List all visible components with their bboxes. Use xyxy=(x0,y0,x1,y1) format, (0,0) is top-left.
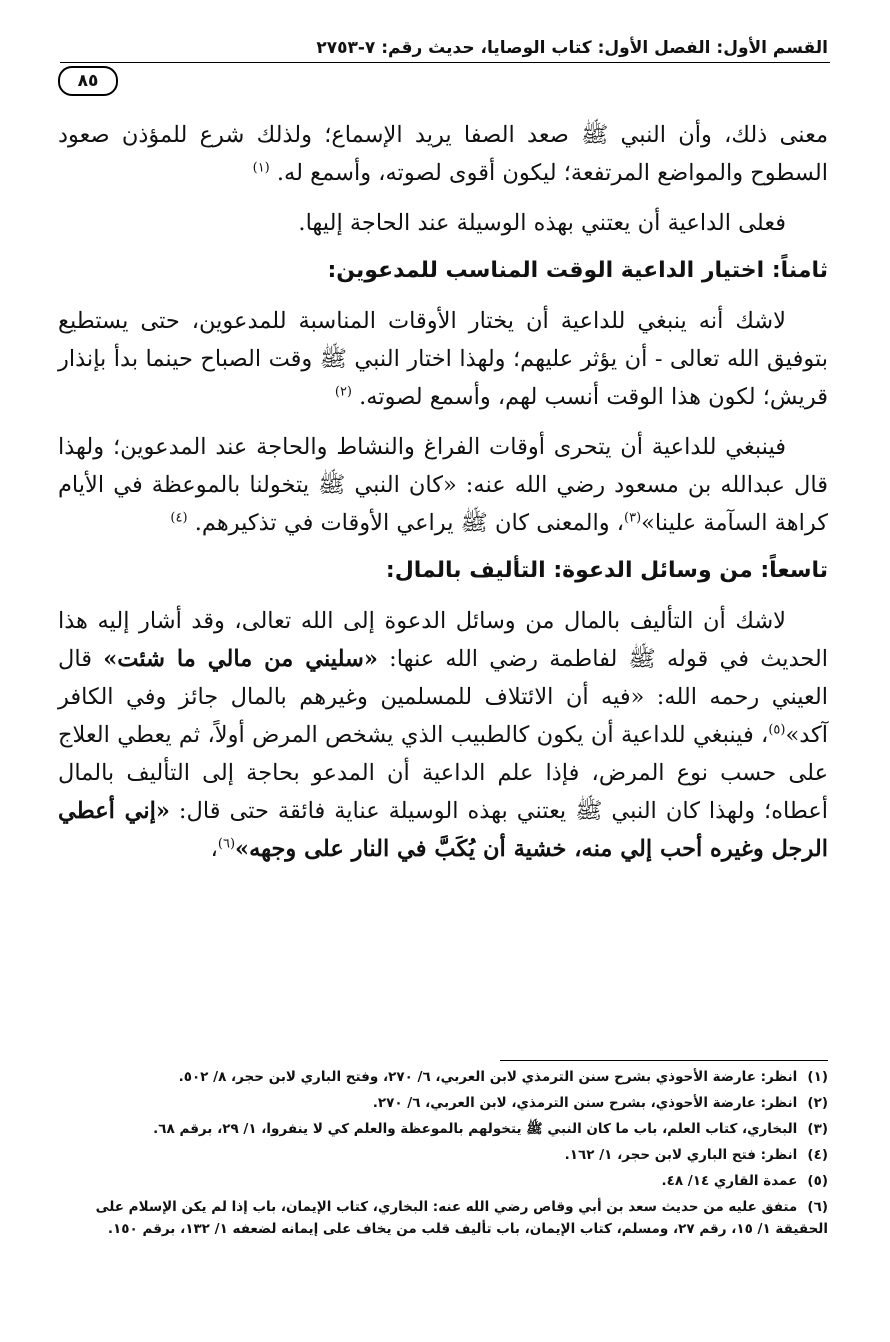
section-heading-ninth: تاسعاً: من وسائل الدعوة: التأليف بالمال: xyxy=(385,558,828,583)
footnote: (١) انظر: عارضة الأحوذي بشرح سنن الترمذي لابن العربي، ٦/ ٢٧٠، وفتح الباري لابن حجر، ٨/ ٥٠٢. xyxy=(178,1069,828,1085)
footnote-ref: (٤) xyxy=(170,510,188,526)
footnote: (٦) متفق عليه من حديث سعد بن أبي وقاص رضي الله عنه: البخاري، كتاب الإيمان، باب إذا لم يكن الإسلام على الحقيقة ١/ ١٥، رقم ٢٧، ومسلم، كتاب الإيمان، باب تأليف قلب من يخاف على إيمانه لضعفه ١/ ١٣٢، برقم ١٥٠. xyxy=(95,1199,828,1237)
footnote: (٥) عمدة القاري ١٤/ ٤٨. xyxy=(661,1173,828,1189)
paragraph-1: معنى ذلك، وأن النبي ﷺ صعد الصفا يريد الإسماع؛ ولذلك شرع للمؤذن صعود السطوح والمواضع المرتفعة؛ ليكون أقوى لصوته، وأسمع له. $^{(١)}$ xyxy=(58,122,828,186)
footnotes xyxy=(58,1066,828,1244)
footnote-divider xyxy=(500,1060,828,1061)
footnote-ref: (١) xyxy=(252,160,270,176)
footnote: (٤) انظر: فتح الباري لابن حجر، ١/ ١٦٢. xyxy=(564,1147,828,1163)
footnote-ref: (٦) xyxy=(217,836,236,852)
page-number: ٨٥ xyxy=(58,66,118,96)
main-text xyxy=(58,116,828,880)
paragraph-4: فينبغي للداعية أن يتحرى أوقات الفراغ والنشاط والحاجة عند المدعوين؛ ولهذا قال عبدالله بن مسعود رضي الله عنه: «كان النبي ﷺ يتخولنا بالموعظة في الأيام كراهة السآمة علينا»$^{(٣)}$، والمعنى كان ﷺ يراعي الأوقات في تذكيرهم. $^{(٤)}$ xyxy=(58,434,828,536)
footnote: (٢) انظر: عارضة الأحوذي، بشرح سنن الترمذي، لابن العربي، ٦/ ٢٧٠. xyxy=(372,1095,828,1111)
paragraph-3: لاشك أنه ينبغي للداعية أن يختار الأوقات المناسبة للمدعوين، حتى يستطيع بتوفيق الله تعالى - أن يؤثر عليهم؛ ولهذا اختار النبي ﷺ وقت الصباح حينما بدأ بإنذار قريش؛ لكون هذا الوقت أنسب لهم، وأسمع لصوته. $^{(٢)}$ xyxy=(58,308,828,410)
section-heading-eighth: ثامناً: اختيار الداعية الوقت المناسب للمدعوين: xyxy=(327,258,828,283)
footnote: (٣) البخاري، كتاب العلم، باب ما كان النبي ﷺ يتخولهم بالموعظة والعلم كي لا ينفروا، ١/ ٢٩، برقم ٦٨. xyxy=(153,1121,828,1137)
paragraph-5: لاشك أن التأليف بالمال من وسائل الدعوة إلى الله تعالى، وقد أشار إليه هذا الحديث في قوله ﷺ لفاطمة رضي الله عنها: «سليني من مالي ما شئت» قال العيني رحمه الله: «فيه أن الائتلاف للمسلمين وغيرهم بالمال جائز وفي الكافر آكد»$^{(٥)}$، فينبغي للداعية أن يكون كالطبيب الذي يشخص المرض أولاً، ثم يعطي العلاج على حسب نوع المرض، فإذا علم الداعية أن المدعو بحاجة إلى التأليف بالمال أعطاه؛ ولهذا كان النبي ﷺ يعتني بهذه الوسيلة عناية فائقة حتى قال: «إني أعطي الرجل وغيره أحب إلي منه، خشية أن يُكَبَّ في النار على وجهه»$^{(٦)}$، xyxy=(58,608,829,862)
hadith-quote: «سليني من مالي ما شئت» xyxy=(103,646,378,672)
hadith-quote: «إني أعطي الرجل وغيره أحب إلي منه، خشية أن يُكَبَّ في النار على وجهه» xyxy=(58,798,828,862)
paragraph-2: فعلى الداعية أن يعتني بهذه الوسيلة عند الحاجة إليها. xyxy=(298,210,786,236)
running-header: القسم الأول: الفصل الأول: كتاب الوصايا، حديث رقم: ٧-٢٧٥٣ xyxy=(316,38,828,58)
header-divider xyxy=(60,62,830,63)
footnote-ref: (٣) xyxy=(624,510,642,526)
footnote-ref: (٥) xyxy=(768,722,786,738)
footnote-ref: (٢) xyxy=(334,384,352,400)
